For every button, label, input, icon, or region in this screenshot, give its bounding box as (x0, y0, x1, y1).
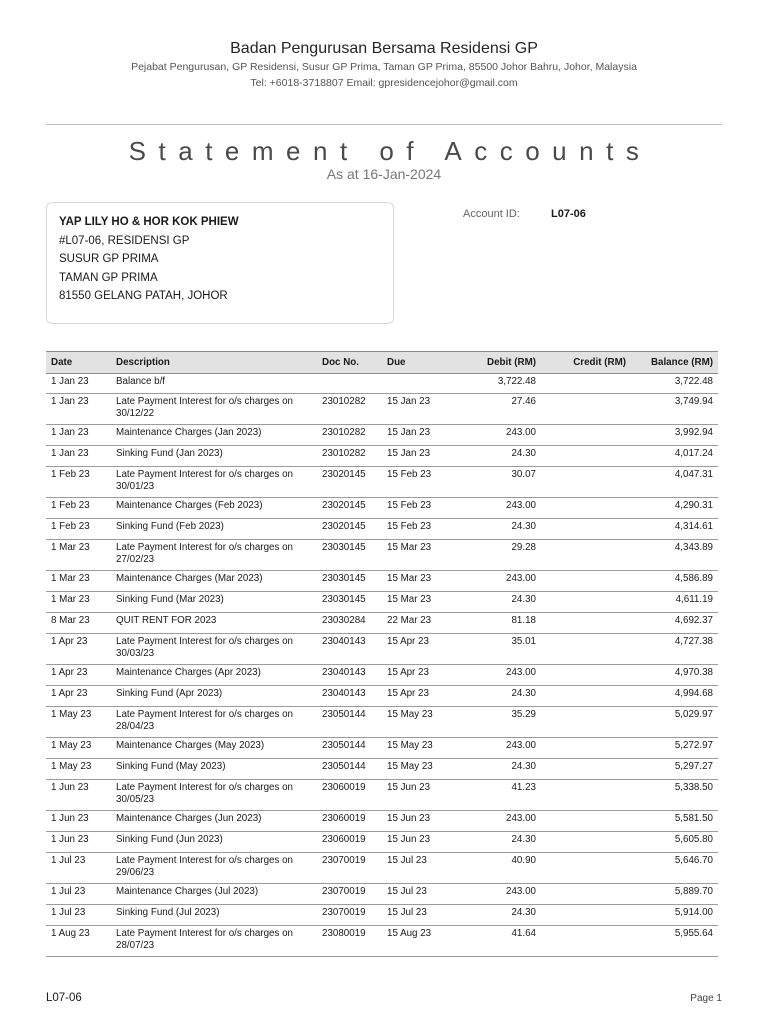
cell-date: 1 Jul 23 (46, 853, 111, 884)
table-row (46, 707, 718, 738)
cell-credit (541, 811, 631, 832)
cell-date: 1 Jun 23 (46, 811, 111, 832)
cell-balance: 5,889.70 (631, 884, 718, 905)
cell-due: 15 Feb 23 (382, 498, 456, 519)
cell-date: 1 Jul 23 (46, 905, 111, 926)
account-id-label: Account ID: (463, 208, 520, 220)
column-header-balance: Balance (RM) (631, 352, 718, 374)
cell-credit (541, 780, 631, 811)
cell-date: 1 Apr 23 (46, 665, 111, 686)
cell-due (382, 374, 456, 394)
cell-doc-no: 23070019 (317, 905, 382, 926)
cell-description: Maintenance Charges (Mar 2023) (111, 571, 317, 592)
cell-credit (541, 613, 631, 634)
cell-credit (541, 832, 631, 853)
cell-due: 15 Jan 23 (382, 446, 456, 467)
cell-debit: 243.00 (456, 571, 541, 592)
cell-balance: 3,749.94 (631, 394, 718, 425)
column-header-doc-no: Doc No. (317, 352, 382, 374)
table-row (46, 592, 718, 613)
cell-doc-no: 23030145 (317, 540, 382, 571)
cell-debit: 29.28 (456, 540, 541, 571)
cell-date: 1 Mar 23 (46, 592, 111, 613)
table-row (46, 613, 718, 634)
cell-due: 15 Jun 23 (382, 832, 456, 853)
cell-date: 1 Apr 23 (46, 686, 111, 707)
cell-balance: 4,727.38 (631, 634, 718, 665)
cell-description: Maintenance Charges (May 2023) (111, 738, 317, 759)
cell-description: Late Payment Interest for o/s charges on 30/03/23 (111, 634, 317, 665)
cell-due: 15 Apr 23 (382, 686, 456, 707)
cell-description: Late Payment Interest for o/s charges on 30/05/23 (111, 780, 317, 811)
cell-due: 15 Jun 23 (382, 811, 456, 832)
cell-balance: 4,047.31 (631, 467, 718, 498)
table-row (46, 884, 718, 905)
cell-credit (541, 394, 631, 425)
cell-credit (541, 926, 631, 957)
cell-due: 15 May 23 (382, 759, 456, 780)
cell-due: 15 Jul 23 (382, 853, 456, 884)
cell-due: 22 Mar 23 (382, 613, 456, 634)
cell-credit (541, 634, 631, 665)
cell-doc-no: 23040143 (317, 686, 382, 707)
cell-debit: 243.00 (456, 498, 541, 519)
cell-credit (541, 446, 631, 467)
cell-balance: 4,343.89 (631, 540, 718, 571)
cell-balance: 4,994.68 (631, 686, 718, 707)
table-header-row (46, 352, 718, 374)
cell-balance: 5,272.97 (631, 738, 718, 759)
column-header-date: Date (46, 352, 111, 374)
cell-description: Late Payment Interest for o/s charges on 30/12/22 (111, 394, 317, 425)
column-header-due: Due (382, 352, 456, 374)
cell-balance: 4,314.61 (631, 519, 718, 540)
cell-due: 15 Apr 23 (382, 665, 456, 686)
cell-debit: 30.07 (456, 467, 541, 498)
cell-due: 15 Feb 23 (382, 467, 456, 498)
cell-doc-no: 23020145 (317, 519, 382, 540)
cell-balance: 5,581.50 (631, 811, 718, 832)
cell-date: 1 May 23 (46, 759, 111, 780)
organization-contact: Tel: +6018-3718807 Email: gpresidencejohor@gmail.com (250, 77, 518, 89)
cell-balance: 3,722.48 (631, 374, 718, 394)
cell-date: 1 Jul 23 (46, 884, 111, 905)
cell-debit: 243.00 (456, 665, 541, 686)
table-row (46, 519, 718, 540)
cell-debit: 24.30 (456, 832, 541, 853)
cell-debit: 243.00 (456, 811, 541, 832)
cell-date: 1 Mar 23 (46, 571, 111, 592)
cell-credit (541, 498, 631, 519)
cell-doc-no: 23050144 (317, 759, 382, 780)
cell-description: Sinking Fund (Jan 2023) (111, 446, 317, 467)
cell-balance: 4,692.37 (631, 613, 718, 634)
cell-description: Late Payment Interest for o/s charges on 30/01/23 (111, 467, 317, 498)
cell-balance: 4,970.38 (631, 665, 718, 686)
table-body (46, 374, 718, 957)
cell-doc-no: 23060019 (317, 832, 382, 853)
cell-doc-no: 23030145 (317, 592, 382, 613)
cell-debit: 81.18 (456, 613, 541, 634)
cell-doc-no: 23010282 (317, 425, 382, 446)
cell-doc-no: 23060019 (317, 811, 382, 832)
cell-doc-no: 23060019 (317, 780, 382, 811)
cell-due: 15 Jan 23 (382, 425, 456, 446)
cell-date: 1 Jun 23 (46, 832, 111, 853)
cell-debit: 24.30 (456, 519, 541, 540)
organization-address: Pejabat Pengurusan, GP Residensi, Susur GP Prima, Taman GP Prima, 85500 Johor Bahru, Johor, Malaysia (131, 61, 637, 73)
cell-description: Sinking Fund (Mar 2023) (111, 592, 317, 613)
header-divider (46, 124, 722, 125)
cell-due: 15 Mar 23 (382, 540, 456, 571)
cell-credit (541, 686, 631, 707)
cell-debit: 24.30 (456, 686, 541, 707)
table-row (46, 759, 718, 780)
column-header-credit: Credit (RM) (541, 352, 631, 374)
recipient-address-box (46, 202, 394, 324)
cell-balance: 5,646.70 (631, 853, 718, 884)
cell-doc-no: 23040143 (317, 634, 382, 665)
cell-date: 1 May 23 (46, 738, 111, 759)
cell-balance: 5,914.00 (631, 905, 718, 926)
table-row (46, 686, 718, 707)
table-row (46, 905, 718, 926)
cell-date: 1 Feb 23 (46, 519, 111, 540)
cell-due: 15 Feb 23 (382, 519, 456, 540)
cell-balance: 4,586.89 (631, 571, 718, 592)
cell-credit (541, 905, 631, 926)
cell-doc-no: 23020145 (317, 498, 382, 519)
table-row (46, 425, 718, 446)
cell-due: 15 Jul 23 (382, 884, 456, 905)
cell-date: 1 Jan 23 (46, 425, 111, 446)
cell-doc-no: 23070019 (317, 884, 382, 905)
cell-due: 15 Mar 23 (382, 592, 456, 613)
cell-credit (541, 374, 631, 394)
cell-doc-no: 23050144 (317, 707, 382, 738)
cell-credit (541, 738, 631, 759)
recipient-name: YAP LILY HO & HOR KOK PHIEW (59, 216, 239, 228)
cell-debit: 27.46 (456, 394, 541, 425)
cell-credit (541, 884, 631, 905)
table-row (46, 738, 718, 759)
cell-description: Maintenance Charges (Jul 2023) (111, 884, 317, 905)
cell-balance: 5,338.50 (631, 780, 718, 811)
cell-balance: 4,290.31 (631, 498, 718, 519)
cell-description: QUIT RENT FOR 2023 (111, 613, 317, 634)
cell-balance: 5,605.80 (631, 832, 718, 853)
column-header-description: Description (111, 352, 317, 374)
cell-debit: 24.30 (456, 759, 541, 780)
cell-due: 15 May 23 (382, 707, 456, 738)
cell-description: Sinking Fund (May 2023) (111, 759, 317, 780)
table-row (46, 780, 718, 811)
cell-description: Maintenance Charges (Apr 2023) (111, 665, 317, 686)
cell-description: Sinking Fund (Apr 2023) (111, 686, 317, 707)
organization-name: Badan Pengurusan Bersama Residensi GP (230, 40, 538, 57)
cell-due: 15 Apr 23 (382, 634, 456, 665)
column-header-debit: Debit (RM) (456, 352, 541, 374)
table-row (46, 498, 718, 519)
cell-credit (541, 425, 631, 446)
table-row (46, 811, 718, 832)
recipient-address-line-1: #L07-06, RESIDENSI GP (59, 234, 190, 247)
cell-debit: 24.30 (456, 905, 541, 926)
transactions-table (46, 351, 718, 957)
cell-credit (541, 519, 631, 540)
cell-debit: 41.23 (456, 780, 541, 811)
cell-description: Late Payment Interest for o/s charges on 29/06/23 (111, 853, 317, 884)
cell-due: 15 Mar 23 (382, 571, 456, 592)
table-row (46, 394, 718, 425)
table-row (46, 467, 718, 498)
as-at-date: As at 16-Jan-2024 (326, 166, 442, 182)
cell-date: 1 Jan 23 (46, 446, 111, 467)
table-row (46, 634, 718, 665)
cell-due: 15 Aug 23 (382, 926, 456, 957)
recipient-address-line-3: TAMAN GP PRIMA (59, 271, 158, 284)
cell-doc-no: 23030145 (317, 571, 382, 592)
cell-due: 15 Jun 23 (382, 780, 456, 811)
cell-credit (541, 759, 631, 780)
cell-doc-no: 23050144 (317, 738, 382, 759)
cell-description: Maintenance Charges (Feb 2023) (111, 498, 317, 519)
cell-doc-no: 23070019 (317, 853, 382, 884)
cell-description: Maintenance Charges (Jun 2023) (111, 811, 317, 832)
cell-doc-no: 23030284 (317, 613, 382, 634)
table-row (46, 853, 718, 884)
cell-date: 1 Feb 23 (46, 498, 111, 519)
cell-debit: 24.30 (456, 446, 541, 467)
cell-balance: 3,992.94 (631, 425, 718, 446)
statement-title: Statement of Accounts (128, 136, 652, 166)
cell-date: 1 Feb 23 (46, 467, 111, 498)
cell-debit: 40.90 (456, 853, 541, 884)
cell-description: Late Payment Interest for o/s charges on 27/02/23 (111, 540, 317, 571)
page-number: Page 1 (690, 993, 722, 1004)
cell-date: 1 Jan 23 (46, 374, 111, 394)
cell-credit (541, 467, 631, 498)
cell-doc-no (317, 374, 382, 394)
cell-description: Sinking Fund (Jul 2023) (111, 905, 317, 926)
table-row (46, 571, 718, 592)
cell-description: Late Payment Interest for o/s charges on 28/04/23 (111, 707, 317, 738)
table-row (46, 926, 718, 957)
cell-due: 15 Jul 23 (382, 905, 456, 926)
cell-date: 1 Aug 23 (46, 926, 111, 957)
cell-debit: 24.30 (456, 592, 541, 613)
cell-description: Maintenance Charges (Jan 2023) (111, 425, 317, 446)
cell-credit (541, 540, 631, 571)
cell-doc-no: 23040143 (317, 665, 382, 686)
cell-date: 1 Jun 23 (46, 780, 111, 811)
cell-debit: 35.01 (456, 634, 541, 665)
cell-debit: 41.64 (456, 926, 541, 957)
cell-debit: 243.00 (456, 425, 541, 446)
cell-doc-no: 23010282 (317, 394, 382, 425)
cell-doc-no: 23080019 (317, 926, 382, 957)
cell-description: Late Payment Interest for o/s charges on 28/07/23 (111, 926, 317, 957)
cell-balance: 5,029.97 (631, 707, 718, 738)
recipient-address-line-2: SUSUR GP PRIMA (59, 253, 159, 265)
cell-date: 8 Mar 23 (46, 613, 111, 634)
table-row (46, 832, 718, 853)
cell-credit (541, 592, 631, 613)
cell-due: 15 May 23 (382, 738, 456, 759)
table-row (46, 540, 718, 571)
cell-description: Sinking Fund (Feb 2023) (111, 519, 317, 540)
cell-doc-no: 23010282 (317, 446, 382, 467)
cell-date: 1 Jan 23 (46, 394, 111, 425)
footer-account-ref: L07-06 (46, 992, 82, 1004)
cell-balance: 5,955.64 (631, 926, 718, 957)
table-row (46, 374, 718, 394)
table-row (46, 665, 718, 686)
cell-balance: 5,297.27 (631, 759, 718, 780)
cell-description: Balance b/f (111, 374, 317, 394)
cell-due: 15 Jan 23 (382, 394, 456, 425)
recipient-address-line-4: 81550 GELANG PATAH, JOHOR (59, 290, 228, 302)
cell-balance: 4,611.19 (631, 592, 718, 613)
table-row (46, 446, 718, 467)
cell-doc-no: 23020145 (317, 467, 382, 498)
cell-credit (541, 707, 631, 738)
cell-debit: 35.29 (456, 707, 541, 738)
cell-date: 1 Apr 23 (46, 634, 111, 665)
cell-credit (541, 665, 631, 686)
cell-date: 1 May 23 (46, 707, 111, 738)
cell-debit: 3,722.48 (456, 374, 541, 394)
cell-debit: 243.00 (456, 884, 541, 905)
cell-debit: 243.00 (456, 738, 541, 759)
cell-credit (541, 853, 631, 884)
account-id-value: L07-06 (551, 208, 586, 220)
cell-description: Sinking Fund (Jun 2023) (111, 832, 317, 853)
cell-date: 1 Mar 23 (46, 540, 111, 571)
cell-credit (541, 571, 631, 592)
cell-balance: 4,017.24 (631, 446, 718, 467)
